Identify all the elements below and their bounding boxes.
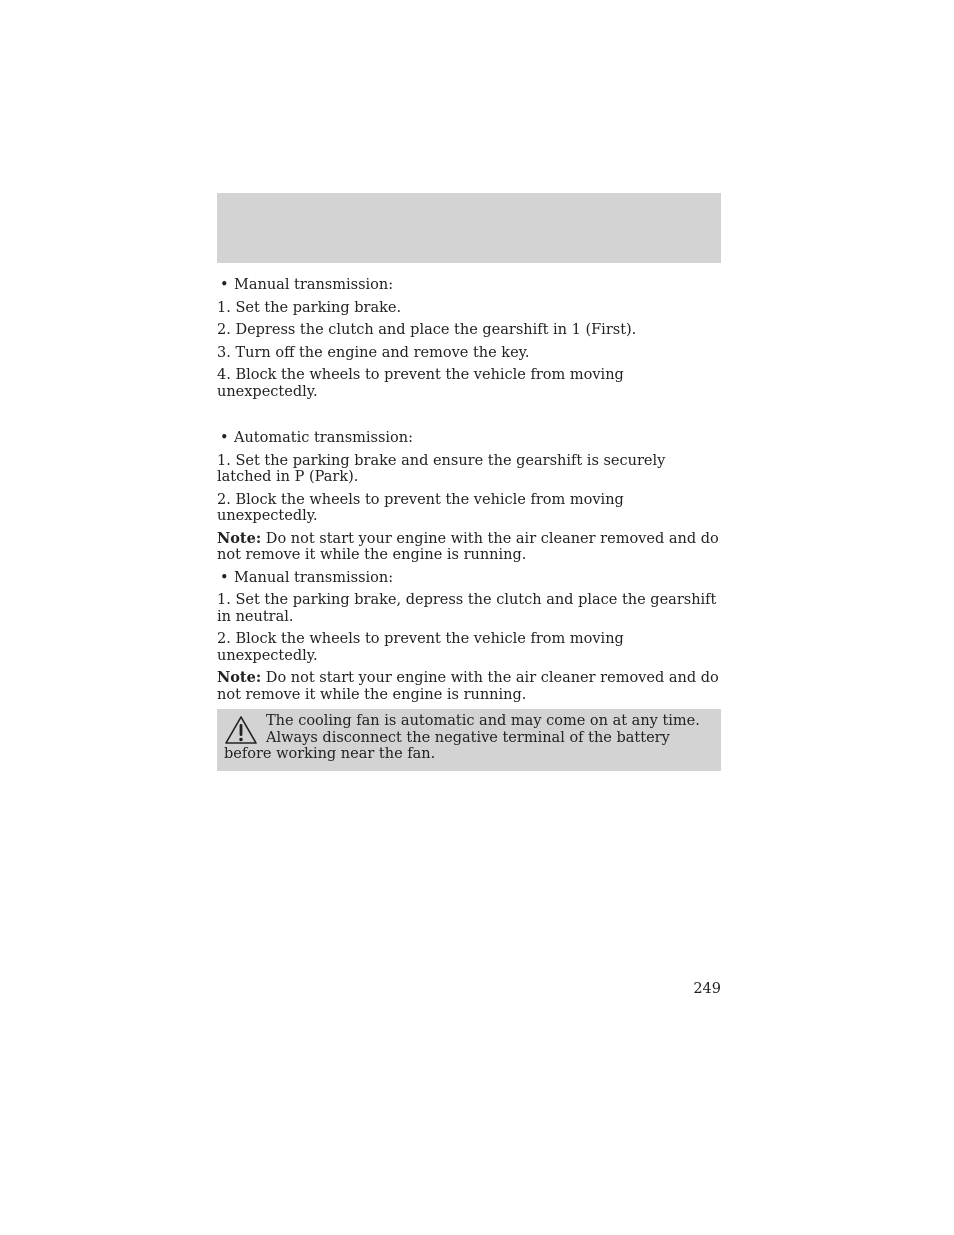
automatic-step-2: 2. Block the wheels to prevent the vehicle from moving unexpectedly. xyxy=(217,491,624,524)
manual-step-3: 3. Turn off the engine and remove the key. xyxy=(217,344,530,361)
manual-step-1: 1. Set the parking brake. xyxy=(217,299,402,316)
bullet-dot: • xyxy=(220,430,229,446)
manual-transmission-heading-1: • Manual transmission: xyxy=(220,277,394,293)
warning-text: The cooling fan is automatic and may come on at any time. Always disconnect the negative terminal of the battery before working near the fan. xyxy=(224,713,700,762)
automatic-transmission-heading: • Automatic transmission: xyxy=(220,430,413,446)
note-label: Note: xyxy=(217,529,262,547)
page-content xyxy=(217,277,721,771)
note-label: Note: xyxy=(217,669,262,686)
section-header-band xyxy=(217,193,721,263)
note-text: Do not start your engine with the air cleaner removed and do not remove it while the engine is running. xyxy=(217,670,719,703)
manual-step-4: 4. Block the wheels to prevent the vehicle from moving unexpectedly. xyxy=(217,367,624,400)
warning-triangle-icon xyxy=(224,715,258,745)
automatic-note xyxy=(217,531,721,564)
automatic-step-1: 1. Set the parking brake and ensure the gearshift is securely latched in P (Park). xyxy=(217,452,666,485)
manual2-step-1: 1. Set the parking brake, depress the clutch and place the gearshift in neutral. xyxy=(217,592,717,625)
manual-transmission-heading-2: • Manual transmission: xyxy=(220,569,394,586)
section-spacer xyxy=(217,406,721,430)
manual2-step-2: 2. Block the wheels to prevent the vehicle from moving unexpectedly. xyxy=(217,631,624,664)
note-text: Do not start your engine with the air cleaner removed and do not remove it while the engine is running. xyxy=(217,530,719,563)
bullet-dot: • xyxy=(220,277,229,293)
warning-box xyxy=(217,709,721,771)
bullet-dot: • xyxy=(220,569,229,586)
page-number: 249 xyxy=(693,981,721,997)
manual-step-2: 2. Depress the clutch and place the gearshift in 1 (First). xyxy=(217,322,637,338)
manual2-note xyxy=(217,670,721,703)
